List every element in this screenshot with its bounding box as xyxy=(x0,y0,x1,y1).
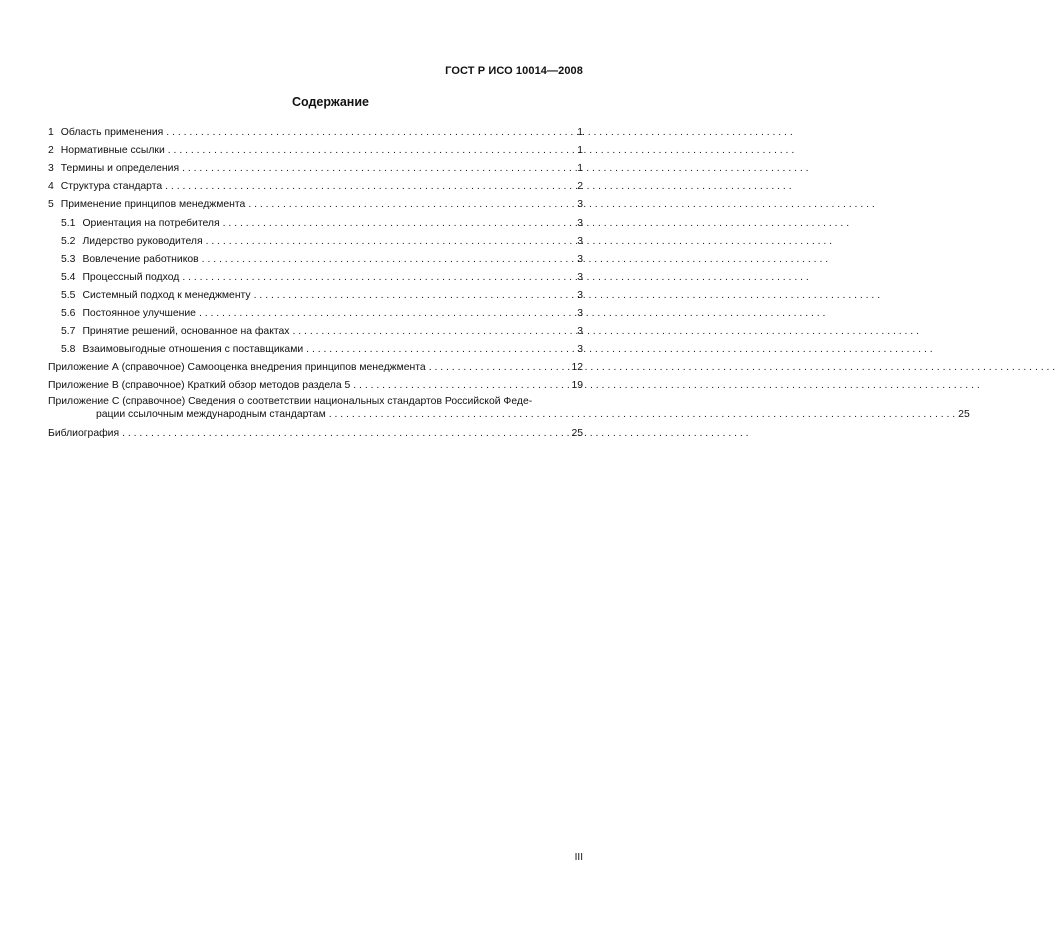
toc-entry-page: 3 xyxy=(577,271,583,283)
toc-entry-title-block xyxy=(48,395,970,421)
toc-entry-5[interactable] xyxy=(48,193,583,211)
toc-entry-page: 19 xyxy=(571,380,583,392)
toc-entry-number: 5.5 xyxy=(61,289,76,301)
toc-entry-page: 25 xyxy=(958,409,970,421)
toc-entry-page: 3 xyxy=(577,235,583,247)
toc-entry-title: Приложение С (справочное) Сведения о соответствии национальных стандартов Российской Феде- xyxy=(48,396,533,408)
toc-entry-5-5[interactable] xyxy=(48,284,583,302)
toc-entry-number: 1 xyxy=(48,127,54,139)
toc-entry-number: 5.8 xyxy=(61,344,76,356)
toc-entry-page: 25 xyxy=(571,427,583,439)
dot-leader xyxy=(306,343,570,356)
toc-entry-bibliography[interactable] xyxy=(48,421,583,439)
toc-entry-title: Взаимовыгодные отношения с поставщиками xyxy=(82,344,304,356)
toc-entry-5-8[interactable] xyxy=(48,338,583,356)
toc-entry-page: 3 xyxy=(577,217,583,229)
toc-entry-5-2[interactable] xyxy=(48,230,583,248)
toc-entry-number: 5.2 xyxy=(61,235,76,247)
page-number: III xyxy=(574,852,583,863)
document-code-header: ГОСТ Р ИСО 10014—2008 xyxy=(445,65,583,77)
toc-entry-number: 3 xyxy=(48,163,54,175)
toc-entry-title: Нормативные ссылки xyxy=(60,145,165,157)
toc-entry-title: Принятие решений, основанное на фактах xyxy=(82,326,290,338)
dot-leader xyxy=(353,379,568,392)
table-of-contents xyxy=(48,121,970,440)
dot-leader xyxy=(168,144,570,157)
toc-entry-5-1[interactable] xyxy=(48,211,583,229)
toc-entry-3[interactable] xyxy=(48,157,583,175)
dot-leader xyxy=(122,427,568,440)
dot-leader xyxy=(165,180,570,193)
dot-leader xyxy=(199,307,570,320)
dot-leader xyxy=(182,271,570,284)
toc-entry-title: Вовлечение работников xyxy=(82,253,199,265)
toc-entry-title: Применение принципов менеджмента xyxy=(60,199,246,211)
toc-entry-page: 3 xyxy=(577,199,583,211)
dot-leader xyxy=(166,126,570,139)
toc-entry-appendix-b[interactable] xyxy=(48,374,583,392)
toc-entry-title: Область применения xyxy=(60,127,164,139)
toc-entry-title: Структура стандарта xyxy=(60,181,163,193)
dot-leader xyxy=(182,162,570,175)
toc-entry-number: 5.3 xyxy=(61,253,76,265)
toc-entry-5-6[interactable] xyxy=(48,302,583,320)
dot-leader xyxy=(429,361,569,374)
toc-entry-title: Библиография xyxy=(48,427,120,439)
dot-leader xyxy=(206,235,570,248)
toc-entry-5-3[interactable] xyxy=(48,248,583,266)
toc-entry-number: 5.1 xyxy=(61,217,76,229)
toc-entry-title: Приложение В (справочное) Краткий обзор методов раздела 5 xyxy=(48,380,351,392)
toc-entry-page: 3 xyxy=(577,344,583,356)
toc-entry-number: 5.7 xyxy=(61,326,76,338)
toc-entry-number: 5.6 xyxy=(61,308,76,320)
toc-entry-1[interactable] xyxy=(48,121,583,139)
toc-entry-page: 1 xyxy=(577,127,583,139)
toc-entry-number: 4 xyxy=(48,181,54,193)
toc-entry-page: 3 xyxy=(577,253,583,265)
toc-entry-page: 3 xyxy=(577,326,583,338)
toc-entry-title: Процессный подход xyxy=(82,271,180,283)
toc-entry-number: 5 xyxy=(48,199,54,211)
toc-entry-title: Системный подход к менеджменту xyxy=(82,289,251,301)
toc-entry-title: Термины и определения xyxy=(60,163,180,175)
dot-leader xyxy=(293,325,571,338)
toc-entry-continuation-line xyxy=(48,408,970,421)
toc-entry-continuation: рации ссылочным международным стандартам xyxy=(96,409,326,421)
toc-entry-5-4[interactable] xyxy=(48,266,583,284)
dot-leader xyxy=(223,217,570,230)
toc-entry-appendix-a[interactable] xyxy=(48,356,583,374)
toc-entry-2[interactable] xyxy=(48,139,583,157)
toc-entry-title: Приложение А (справочное) Самооценка внедрения принципов менеджмента xyxy=(48,362,426,374)
toc-entry-title: Постоянное улучшение xyxy=(82,308,196,320)
toc-entry-page: 12 xyxy=(571,362,583,374)
toc-entry-title: Лидерство руководителя xyxy=(82,235,203,247)
toc-entry-title: Ориентация на потребителя xyxy=(82,217,220,229)
toc-entry-4[interactable] xyxy=(48,175,583,193)
dot-leader xyxy=(202,253,570,266)
toc-entry-5-7[interactable] xyxy=(48,320,583,338)
dot-leader xyxy=(254,289,570,302)
toc-entry-number: 5.4 xyxy=(61,271,76,283)
page-title: Содержание xyxy=(291,95,369,109)
toc-entry-page: 3 xyxy=(577,289,583,301)
dot-leader xyxy=(248,198,570,211)
toc-entry-appendix-c[interactable] xyxy=(48,392,970,421)
toc-entry-page: 1 xyxy=(577,145,583,157)
dot-leader xyxy=(329,408,955,421)
toc-entry-page: 1 xyxy=(577,163,583,175)
toc-entry-page: 2 xyxy=(577,181,583,193)
toc-entry-page: 3 xyxy=(577,308,583,320)
toc-entry-number: 2 xyxy=(48,145,54,157)
